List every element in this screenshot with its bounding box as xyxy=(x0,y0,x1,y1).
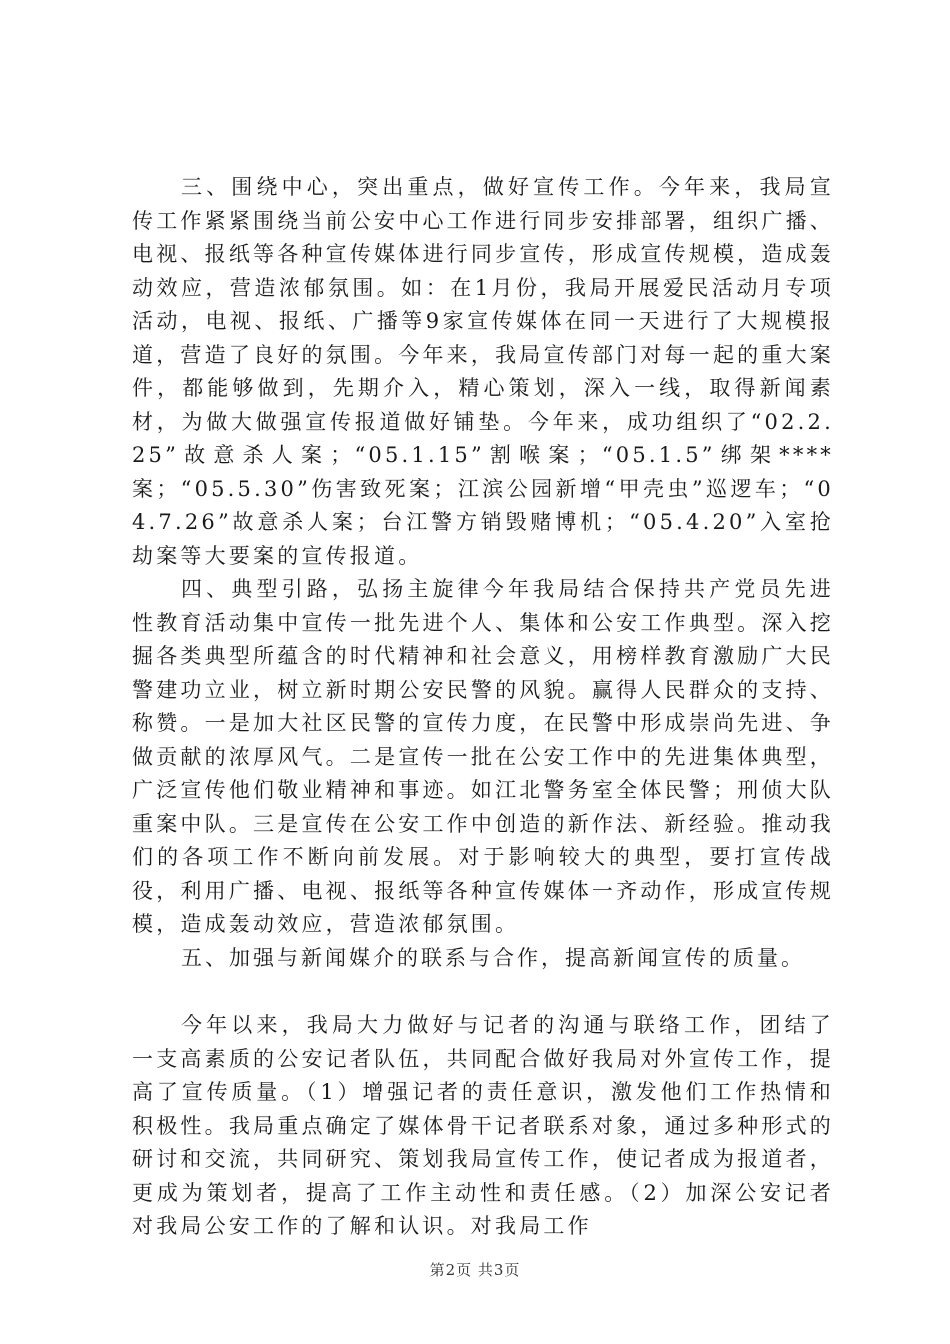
paragraph-section-3: 三、围绕中心，突出重点，做好宣传工作。今年来，我局宣传工作紧紧围绕当前公安中心工作进行同步安排部署，组织广播、电视、报纸等各种宣传媒体进行同步宣传，形成宣传规模，造成轰动效应，营造浓郁氛围。如：在1月份，我局开展爱民活动月专项活动，电视、报纸、广播等9家宣传媒体在同一天进行了大规模报道，营造了良好的氛围。今年来，我局宣传部门对每一起的重大案件，都能够做到，先期介入，精心策划，深入一线，取得新闻素材，为做大做强宣传报道做好铺垫。今年来，成功组织了“02.2.25”故意杀人案；“05.1.15”割喉案；“05.1.5”绑架****案；“05.5.30”伤害致死案；江滨公园新增“甲壳虫”巡逻车；“04.7.26”故意杀人案；台江警方销毁赌博机；“05.4.20”入室抢劫案等大要案的宣传报道。 xyxy=(132,175,834,568)
document-body xyxy=(132,171,834,1244)
paragraph-spacer xyxy=(132,975,834,1009)
page-footer: 第2页 共3页 xyxy=(429,1261,521,1279)
paragraph-section-4: 四、典型引路，弘扬主旋律今年我局结合保持共产党员先进性教育活动集中宣传一批先进个人、集体和公安工作典型。深入挖掘各类典型所蕴含的时代精神和社会意义，用榜样教育激励广大民警建功立业，树立新时期公安民警的风貌。赢得人民群众的支持、称赞。一是加大社区民警的宣传力度，在民警中形成崇尚先进、争做贡献的浓厚风气。二是宣传一批在公安工作中的先进集体典型，广泛宣传他们敬业精神和事迹。如江北警务室全体民警；刑侦大队重案中队。三是宣传在公安工作中创造的新作法、新经验。推动我们的各项工作不断向前发展。对于影响较大的典型，要打宣传战役，利用广播、电视、报纸等各种宣传媒体一齐动作，形成宣传规模，造成轰动效应，营造浓郁氛围。 xyxy=(132,577,834,936)
paragraph-section-5-heading: 五、加强与新闻媒介的联系与合作，提高新闻宣传的质量。 xyxy=(181,945,805,970)
paragraph-section-5-body: 今年以来，我局大力做好与记者的沟通与联络工作，团结了一支高素质的公安记者队伍，共同配合做好我局对外宣传工作，提高了宣传质量。（1）增强记者的责任意识，激发他们工作热情和积极性。我局重点确定了媒体骨干记者联系对象，通过多种形式的研讨和交流，共同研究、策划我局宣传工作，使记者成为报道者，更成为策划者，提高了工作主动性和责任感。（2）加深公安记者对我局公安工作的了解和认识。对我局工作 xyxy=(132,1013,834,1238)
